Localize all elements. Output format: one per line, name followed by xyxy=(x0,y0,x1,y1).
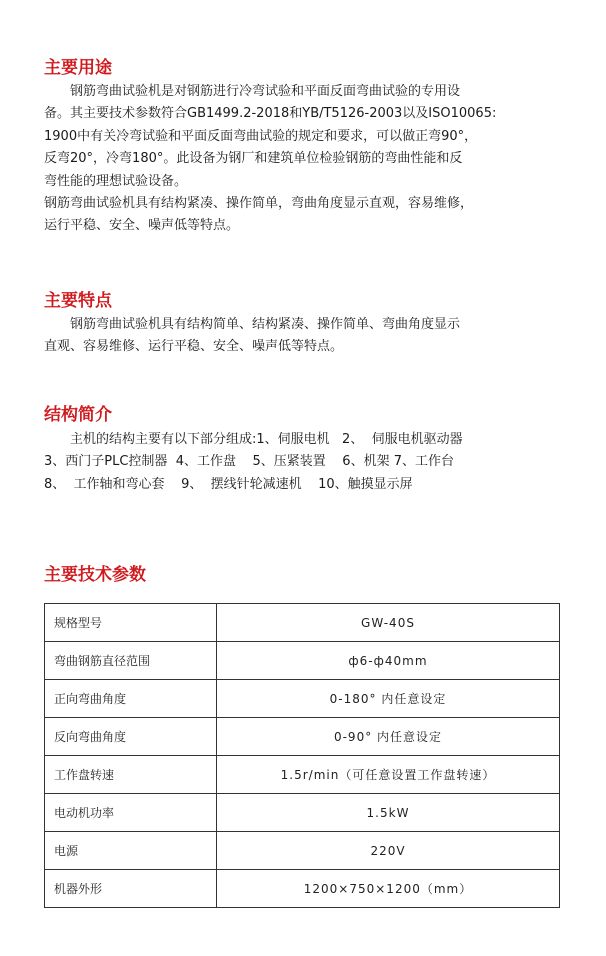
table-row xyxy=(45,680,560,718)
table-row xyxy=(45,756,560,794)
table-row xyxy=(45,870,560,908)
specs-table xyxy=(44,603,560,908)
table-row xyxy=(45,604,560,642)
spec-label: 规格型号 xyxy=(45,604,217,642)
structure-line: 主机的结构主要有以下部分组成:1、伺服电机 2、 伺服电机驱动器 xyxy=(70,432,463,447)
spec-label: 机器外形 xyxy=(45,870,217,908)
spec-value: ф6-ф40mm xyxy=(217,642,560,680)
spec-label: 电源 xyxy=(45,832,217,870)
spec-value: 0-180° 内任意设定 xyxy=(217,680,560,718)
section-title-structure: 结构简介 xyxy=(44,405,112,425)
spec-label: 电动机功率 xyxy=(45,794,217,832)
section-title-features: 主要特点 xyxy=(44,291,112,311)
features-paragraph xyxy=(44,314,556,359)
section-title-specs: 主要技术参数 xyxy=(44,565,146,585)
usage-line: 钢筋弯曲试验机具有结构紧凑、操作简单，弯曲角度显示直观，容易维修， xyxy=(44,196,474,212)
usage-paragraph xyxy=(44,81,556,238)
usage-line: 运行平稳、安全、噪声低等特点。 xyxy=(44,218,240,234)
structure-line: 3、西门子PLC控制器 4、工作盘 5、压紧装置 6、机架 7、工作台 xyxy=(44,454,454,470)
spec-label: 弯曲钢筋直径范围 xyxy=(45,642,217,680)
table-row xyxy=(45,832,560,870)
usage-line: 钢筋弯曲试验机是对钢筋进行冷弯试验和平面反面弯曲试验的专用设 xyxy=(70,84,461,99)
table-row xyxy=(45,642,560,680)
spec-value: 220V xyxy=(217,832,560,870)
spec-value: 1200×750×1200（mm） xyxy=(217,870,560,908)
spec-value: 1.5r/min（可任意设置工作盘转速） xyxy=(217,756,560,794)
features-line: 直观、容易维修、运行平稳、安全、噪声低等特点。 xyxy=(44,339,344,355)
usage-line: 反弯20°，冷弯180°。此设备为钢厂和建筑单位检验钢筋的弯曲性能和反 xyxy=(44,151,463,167)
features-line: 钢筋弯曲试验机具有结构简单、结构紧凑、操作简单、弯曲角度显示 xyxy=(70,317,461,332)
spec-label: 工作盘转速 xyxy=(45,756,217,794)
table-row xyxy=(45,718,560,756)
spec-label: 正向弯曲角度 xyxy=(45,680,217,718)
spec-value: GW-40S xyxy=(217,604,560,642)
section-title-usage: 主要用途 xyxy=(44,58,112,78)
usage-line: 备。其主要技术参数符合GB1499.2-2018和YB/T5126-2003以及ISO10065: xyxy=(44,106,497,122)
structure-line: 8、 工作轴和弯心套 9、 摆线针轮减速机 10、触摸显示屏 xyxy=(44,476,413,492)
spec-label: 反向弯曲角度 xyxy=(45,718,217,756)
structure-paragraph xyxy=(44,429,556,496)
spec-value: 0-90° 内任意设定 xyxy=(217,718,560,756)
usage-line: 弯性能的理想试验设备。 xyxy=(44,173,188,189)
spec-value: 1.5kW xyxy=(217,794,560,832)
usage-line: 1900中有关冷弯试验和平面反面弯曲试验的规定和要求，可以做正弯90°， xyxy=(44,128,478,144)
table-row xyxy=(45,794,560,832)
